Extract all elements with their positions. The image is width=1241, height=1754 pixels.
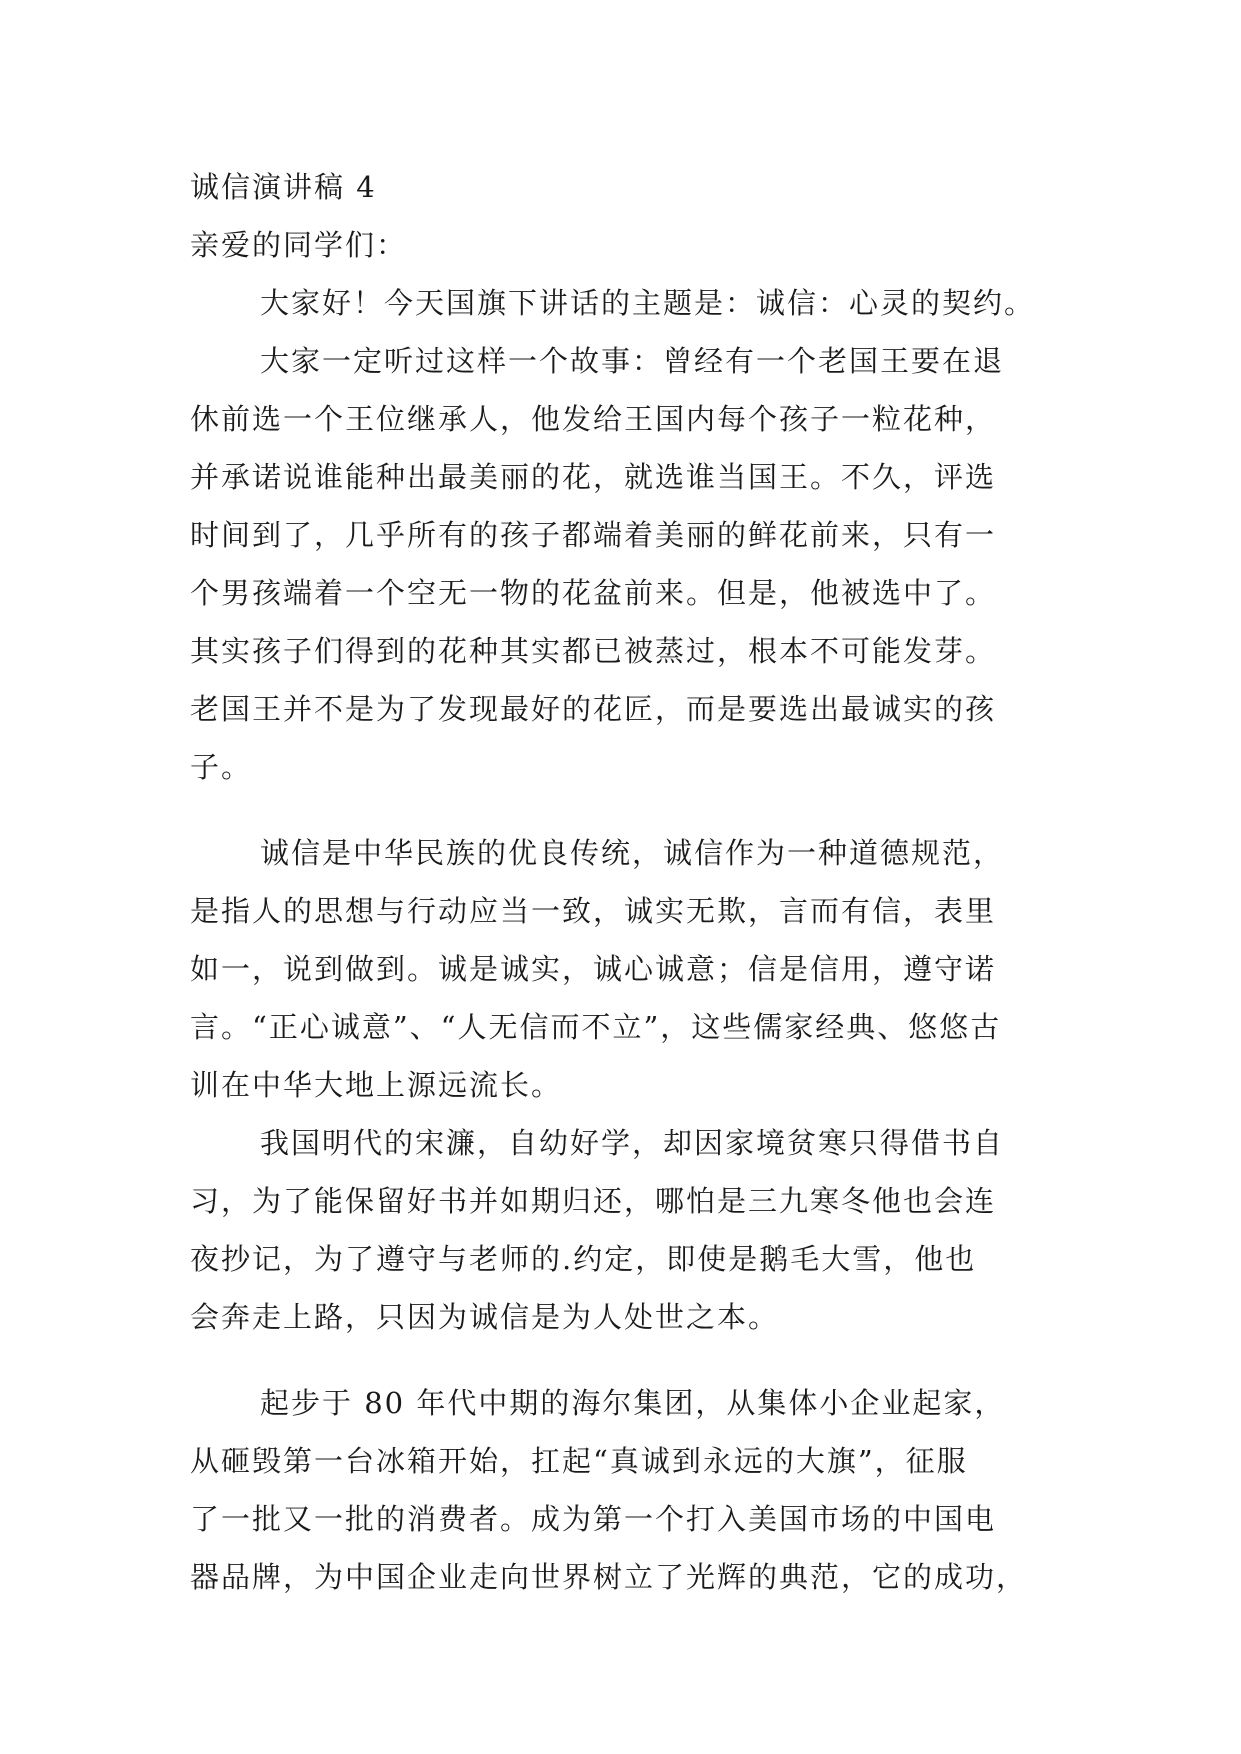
paragraph-line: 诚信是中华民族的优良传统，诚信作为一种道德规范， (260, 836, 1005, 870)
paragraph-line: 起步于 80 年代中期的海尔集团，从集体小企业起家， (260, 1386, 1006, 1420)
paragraph-line: 大家好！今天国旗下讲话的主题是：诚信：心灵的契约。 (260, 286, 1036, 320)
paragraph-story (190, 332, 1060, 796)
paragraph-tradition (190, 824, 1060, 1114)
paragraph-line: 老国王并不是为了发现最好的花匠，而是要选出最诚实的孩 (190, 692, 997, 726)
paragraph-line: 个男孩端着一个空无一物的花盆前来。但是，他被选中了。 (190, 576, 997, 610)
paragraph-line: 器品牌，为中国企业走向世界树立了光辉的典范，它的成功， (190, 1560, 1028, 1594)
paragraph-line: 我国明代的宋濂，自幼好学，却因家境贫寒只得借书自 (260, 1126, 1005, 1160)
paragraph-line: 习，为了能保留好书并如期归还，哪怕是三九寒冬他也会连 (190, 1184, 997, 1218)
paragraph-line: 并承诺说谁能种出最美丽的花，就选谁当国王。不久，评选 (190, 460, 997, 494)
paragraph-line: 从砸毁第一台冰箱开始，扛起“真诚到永远的大旗”，征服 (190, 1444, 968, 1478)
salutation: 亲爱的同学们： (190, 228, 408, 262)
paragraph-greeting (190, 274, 1060, 332)
paragraph-haier (190, 1374, 1060, 1606)
paragraph-line: 子。 (190, 750, 253, 784)
paragraph-spacer (190, 796, 1060, 824)
paragraph-line: 会奔走上路，只因为诚信是为人处世之本。 (190, 1300, 780, 1334)
paragraph-line: 休前选一个王位继承人，他发给王国内每个孩子一粒花种， (190, 402, 997, 436)
paragraph-line: 大家一定听过这样一个故事：曾经有一个老国王要在退 (260, 344, 1005, 378)
paragraph-line: 训在中华大地上源远流长。 (190, 1068, 563, 1102)
paragraph-line: 了一批又一批的消费者。成为第一个打入美国市场的中国电 (190, 1502, 997, 1536)
paragraph-line: 时间到了，几乎所有的孩子都端着美丽的鲜花前来，只有一 (190, 518, 997, 552)
paragraph-song-lian (190, 1114, 1060, 1346)
paragraph-line: 是指人的思想与行动应当一致，诚实无欺，言而有信，表里 (190, 894, 997, 928)
paragraph-line: 其实孩子们得到的花种其实都已被蒸过，根本不可能发芽。 (190, 634, 997, 668)
document-body (190, 158, 1060, 1606)
paragraph-spacer (190, 1346, 1060, 1374)
paragraph-line: 如一，说到做到。诚是诚实，诚心诚意；信是信用，遵守诺 (190, 952, 997, 986)
paragraph-line: 言。“正心诚意”、“人无信而不立”，这些儒家经典、悠悠古 (190, 1010, 1002, 1044)
paragraph-line: 夜抄记，为了遵守与老师的.约定，即使是鹅毛大雪，他也 (190, 1242, 977, 1276)
document-title: 诚信演讲稿 4 (190, 170, 377, 204)
